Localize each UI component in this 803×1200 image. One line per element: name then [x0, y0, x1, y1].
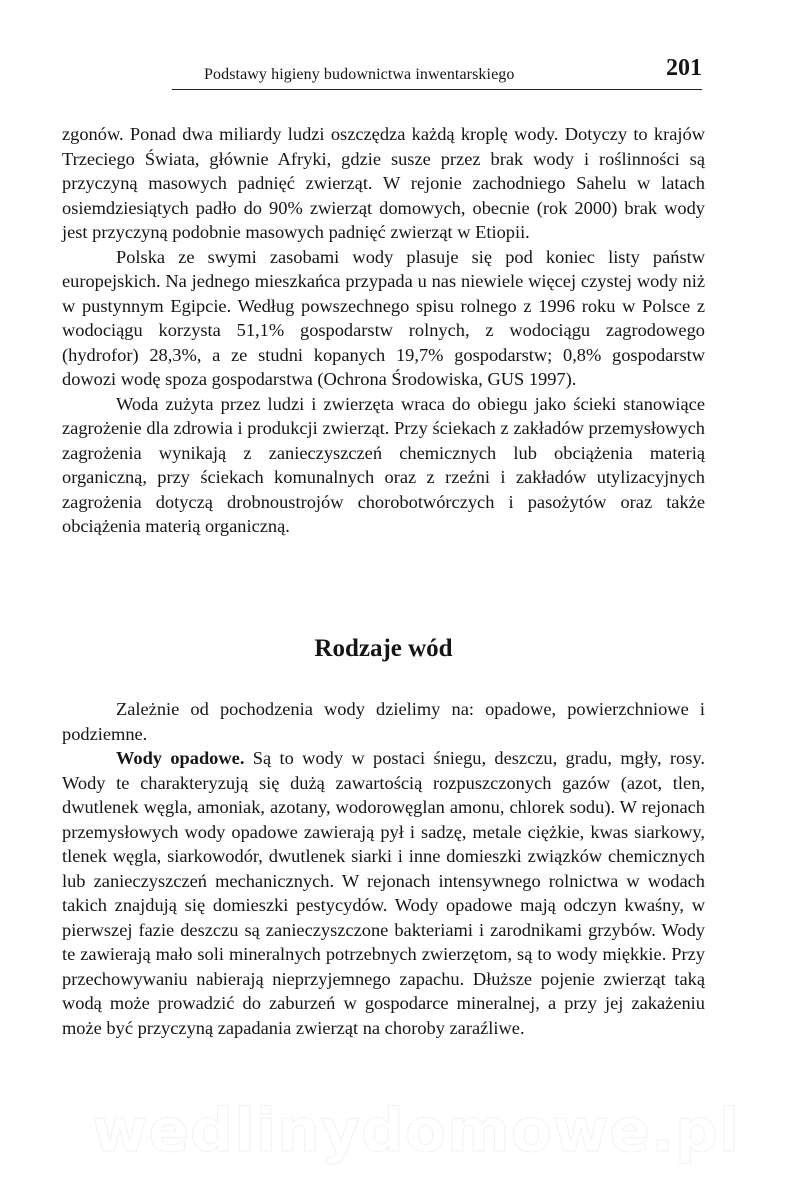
header-rule — [172, 89, 702, 90]
running-header-title: Podstawy higieny budownictwa inwentarskiego — [204, 66, 515, 83]
run-in-heading: Wody opadowe. — [116, 748, 245, 768]
precipitation-water-paragraph — [62, 746, 705, 1040]
watermark: wedlinydomowe.pl — [92, 1096, 741, 1166]
page-number: 201 — [666, 55, 702, 81]
section-intro-paragraph: Zależnie od pochodzenia wody dzielimy na: opadowe, powierzchniowe i podziemne. — [62, 699, 705, 744]
section-body — [62, 697, 705, 1040]
body-text — [62, 122, 705, 539]
paragraph-3: Woda zużyta przez ludzi i zwierzęta wraca do obiegu jako ścieki stanowiące zagrożenie dla zdrowia i produkcji zwierząt. Przy ściekach z zakładów przemysłowych zagrożenia wynikają z zanieczyszczeń chemicznych lub obciążenia materią organiczną, przy ściekach komunalnych oraz z rzeźni i zakładów utylizacyjnych zagrożenia dotyczą drobnoustrojów chorobotwórczych i pasożytów oraz także obciążenia materią organiczną. — [62, 393, 705, 536]
precipitation-water-text: Są to wody w postaci śniegu, deszczu, gradu, mgły, rosy. Wody te charakteryzują się dużą zawartością rozpuszczonych gazów (azot, tlen, dwutlenek węgla, amoniak, azotany, wodorowęglan amonu, chlorek sodu). W rejonach przemysłowych wody opadowe zawierają pył i sadzę, metale ciężkie, kwas siarkowy, tlenek węgla, siarkowodór, dwutlenek siarki i inne domieszki związków chemicznych lub zanieczyszczeń mechanicznych. W rejonach intensywnego rolnictwa w wodach takich znajdują się domieszki pestycydów. Wody opadowe mają odczyn kwaśny, w pierwszej fazie deszczu są zanieczyszczone bakteriami i zarodnikami grzybów. Wody te zawierają mało soli mineralnych potrzebnych zwierzętom, są to wody miękkie. Przy przechowywaniu nabierają nieprzyjemnego zapachu. Dłuższe pojenie zwierząt taką wodą może prowadzić do zaburzeń w gospodarce mineralnej, a przy jej zakażeniu może być przyczyną zapadania zwierząt na choroby zaraźliwe. — [62, 748, 705, 1038]
paragraph-1: zgonów. Ponad dwa miliardy ludzi oszczędza każdą kroplę wody. Dotyczy to krajów Trzeciego Świata, głównie Afryki, gdzie susze przez brak wody i roślinności są przyczyną masowych padnięć zwierząt. W rejonie zachodniego Sahelu w latach osiemdziesiątych padło do 90% zwierząt domowych, obecnie (rok 2000) brak wody jest przyczyną podobnie masowych padnięć zwierząt w Etiopii. — [62, 124, 705, 242]
page-header — [172, 54, 702, 90]
paragraph-2: Polska ze swymi zasobami wody plasuje się pod koniec listy państw europejskich. Na jednego mieszkańca przypada u nas niewiele więcej czystej wody niż w pustynnym Egipcie. Według powszechnego spisu rolnego z 1996 roku w Polsce z wodociągu korzysta 51,1% gospodarstw rolnych, z wodociągu zagrodowego (hydrofor) 28,3%, a ze studni kopanych 19,7% gospodarstw; 0,8% gospodarstw dowozi wodę spoza gospodarstwa (Ochrona Środowiska, GUS 1997). — [62, 246, 705, 389]
section-heading: Rodzaje wód — [314, 635, 453, 662]
